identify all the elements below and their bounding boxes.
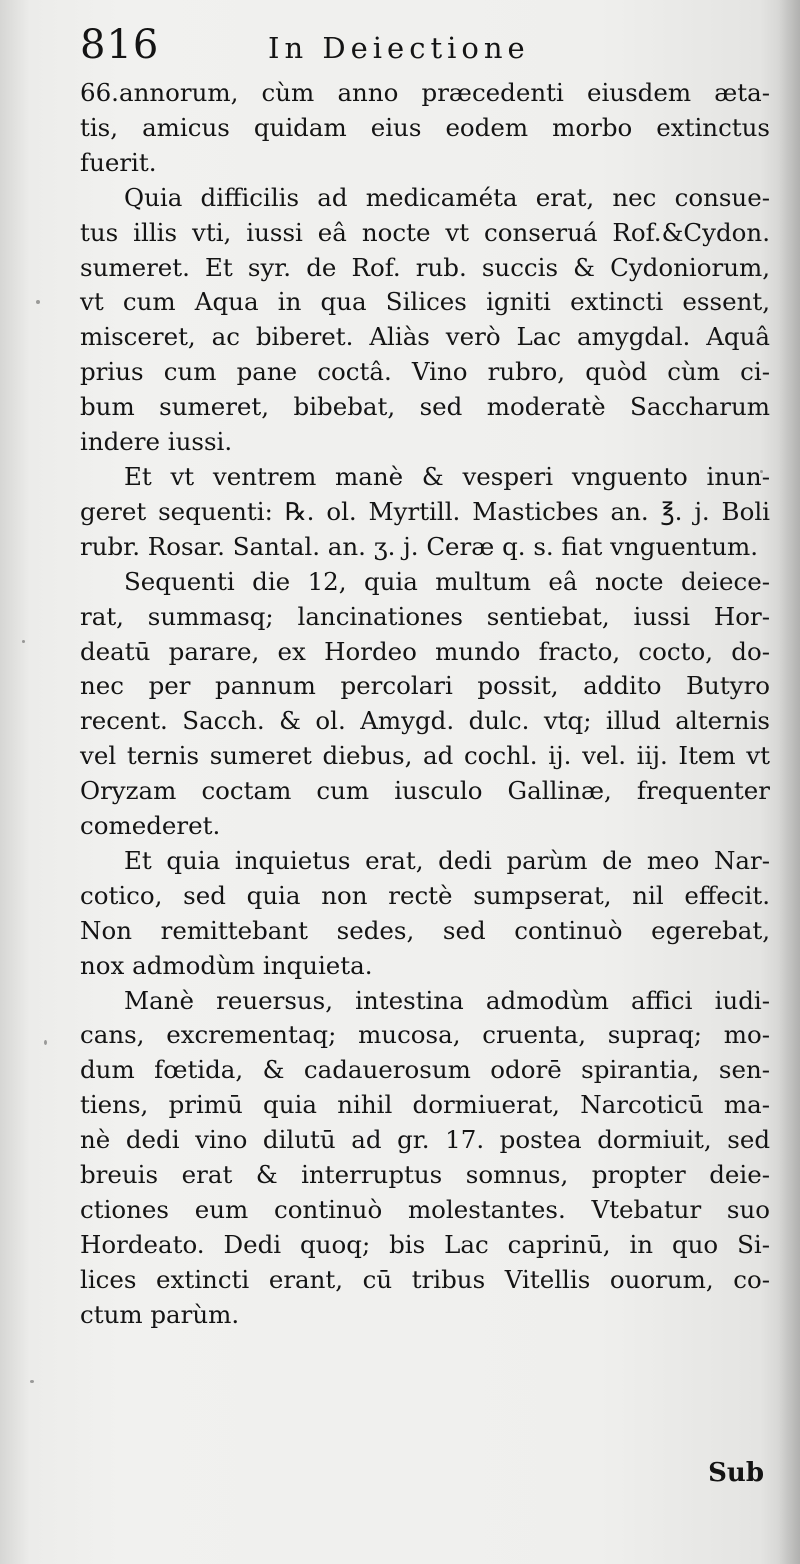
text-line: geret sequenti: ℞. ol. Myrtill. Masticbes an. ℥. j. Boli <box>80 496 770 526</box>
text-line: ctum parùm. <box>80 1299 240 1329</box>
paragraph <box>80 565 770 844</box>
text-line: Quia difficilis ad medicaméta erat, nec consue- <box>124 182 770 212</box>
ink-speck <box>22 640 25 643</box>
running-head: In Deiectione <box>268 31 530 65</box>
text-line: tus illis vti, iussi eâ nocte vt conseruá Rof.&Cydon. <box>80 217 770 247</box>
text-line: ctiones eum continuò molestantes. Vtebatur suo <box>80 1195 770 1224</box>
ink-speck <box>36 300 40 304</box>
text-line: rubr. Rosar. Santal. an. ʒ. j. Ceræ q. s. fiat vnguentum. <box>80 531 759 561</box>
text-line: vel ternis sumeret diebus, ad cochl. ij. vel. iij. Item vt <box>80 741 770 771</box>
page-header <box>80 16 720 74</box>
text-line: indere iussi. <box>80 427 233 457</box>
ink-speck <box>44 1040 47 1045</box>
text-line: tiens, primū quia nihil dormiuerat, Narcoticū ma- <box>80 1090 770 1120</box>
text-line: nè dedi vino dilutū ad gr. 17. postea dormiuit, sed <box>80 1125 770 1155</box>
ink-speck <box>30 1380 34 1383</box>
page-gutter-shadow <box>778 0 800 1564</box>
text-line: bum sumeret, bibebat, sed moderatè Saccharum <box>80 392 770 422</box>
paragraph <box>80 984 770 1333</box>
paragraph <box>80 460 770 565</box>
text-line: nec per pannum percolari possit, addito Butyro <box>80 671 770 701</box>
text-line: tis, amicus quidam eius eodem morbo extinctus <box>80 112 770 142</box>
paragraph <box>80 76 770 181</box>
text-line: Manè reuersus, intestina admodùm affici iudi- <box>124 985 770 1015</box>
catchword: Sub <box>708 1458 764 1488</box>
text-line: 66.annorum, cùm anno præcedenti eiusdem æta- <box>80 78 770 107</box>
ink-speck <box>760 470 763 473</box>
text-line: Et vt ventrem manè & vesperi vnguento inun- <box>124 461 770 491</box>
text-line: nox admodùm inquieta. <box>80 950 373 980</box>
text-line: dum fœtida, & cadauerosum odorē spirantia, sen- <box>80 1055 770 1085</box>
text-line: vt cum Aqua in qua Silices igniti extincti essent, <box>80 287 770 317</box>
text-line: fuerit. <box>80 147 157 177</box>
text-line: sumeret. Et syr. de Rof. rub. succis & Cydoniorum, <box>80 252 770 282</box>
body-text <box>80 76 770 1333</box>
text-line: recent. Sacch. & ol. Amygd. dulc. vtq; illud alternis <box>80 706 770 736</box>
text-line: Hordeato. Dedi quoq; bis Lac caprinū, in quo Si- <box>80 1229 770 1259</box>
text-line: deatū parare, ex Hordeo mundo fracto, cocto, do- <box>80 636 770 666</box>
text-line: breuis erat & interruptus somnus, propter deie- <box>80 1160 770 1190</box>
text-line: Et quia inquietus erat, dedi parùm de meo Nar- <box>124 845 770 875</box>
text-line: lices extincti erant, cū tribus Vitellis ouorum, co- <box>80 1264 770 1294</box>
text-line: Non remittebant sedes, sed continuò egerebat, <box>80 915 770 945</box>
text-line: cans, excrementaq; mucosa, cruenta, supraq; mo- <box>80 1020 770 1050</box>
text-line: Sequenti die 12, quia multum eâ nocte deiece- <box>124 566 770 596</box>
text-line: Oryzam coctam cum iusculo Gallinæ, frequenter <box>80 776 770 806</box>
text-line: prius cum pane coctâ. Vino rubro, quòd cùm ci- <box>80 357 770 387</box>
text-line: misceret, ac biberet. Aliàs verò Lac amygdal. Aquâ <box>80 322 770 352</box>
paragraph <box>80 844 770 984</box>
text-line: cotico, sed quia non rectè sumpserat, nil effecit. <box>80 880 770 910</box>
page-number: 816 <box>80 22 160 68</box>
paragraph <box>80 181 770 460</box>
text-line: comederet. <box>80 811 221 841</box>
text-line: rat, summasq; lancinationes sentiebat, iussi Hor- <box>80 601 770 631</box>
